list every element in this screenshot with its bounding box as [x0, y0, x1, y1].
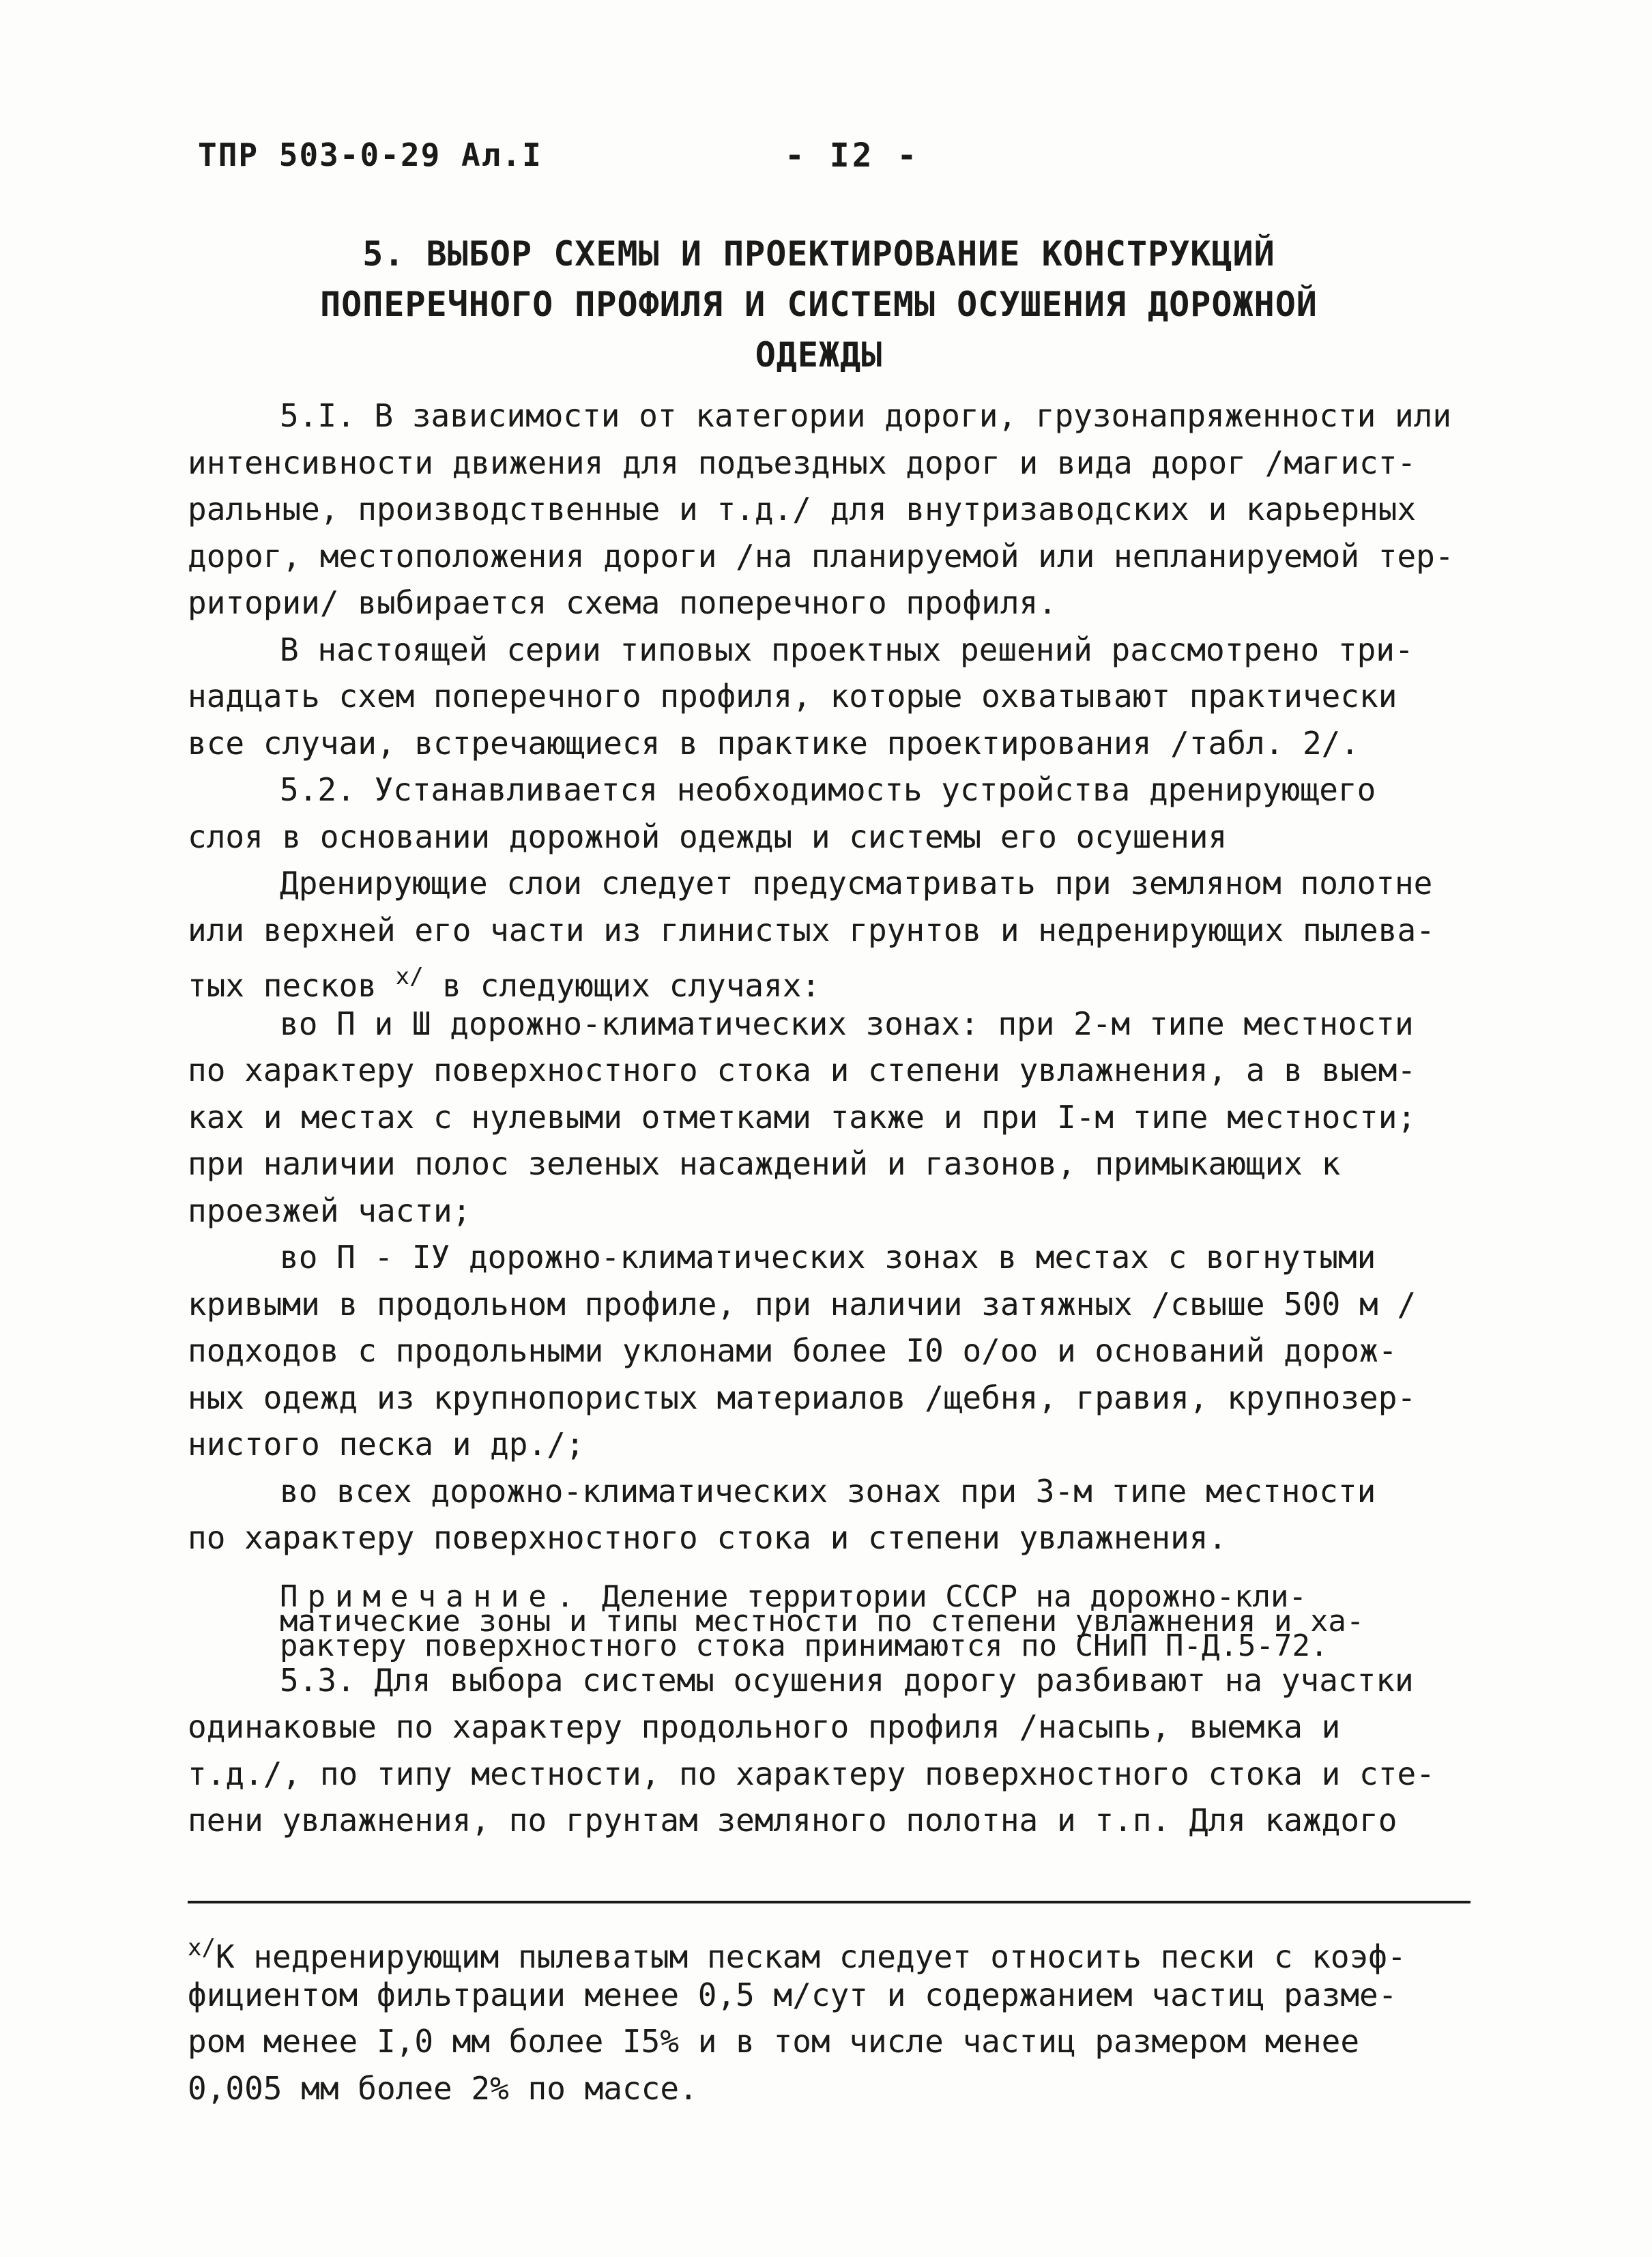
footnote-mark: х/	[188, 1934, 216, 1961]
footnote-reference-mark: х/	[395, 963, 424, 990]
paragraph-text: в следующих случаях:	[423, 967, 821, 1004]
paragraph-line: В настоящей серии типовых проектных решений рассмотрено три-	[280, 631, 1414, 668]
footnote-line: 0,005 мм более 2% по массе.	[188, 2069, 698, 2107]
page-header	[198, 136, 1494, 191]
paragraph-line: кривыми в продольном профиле, при наличии затяжных /свыше 500 м /	[188, 1285, 1417, 1323]
note-block	[188, 1574, 1470, 1663]
paragraph-line: все случаи, встречающиеся в практике проектирования /табл. 2/.	[188, 724, 1360, 762]
paragraph-line: пени увлажнения, по грунтам земляного полотна и т.п. Для каждого	[188, 1802, 1397, 1839]
paragraph-line: по характеру поверхностного стока и степени увлажнения.	[188, 1519, 1228, 1556]
paragraph-line: проезжей части;	[188, 1192, 472, 1229]
paragraph-line: интенсивности движения для подъездных дорог и вида дорог /магист-	[188, 444, 1417, 481]
paragraph-line: нистого песка и др./;	[188, 1426, 585, 1463]
paragraph-line	[188, 953, 1470, 1004]
note-line	[188, 1574, 1470, 1614]
paragraph-line: 5.2. Устанавливается необходимость устройства дренирующего	[280, 771, 1376, 808]
paragraph-line: дорог, местоположения дороги /на планируемой или непланируемой тер-	[188, 537, 1454, 575]
document-code: ТПР 503-0-29 Ал.I	[198, 136, 542, 173]
paragraph-line: во всех дорожно-климатических зонах при 3-м типе местности	[280, 1472, 1376, 1510]
paragraph-line: 5.I. В зависимости от категории дороги, грузонапряженности или	[280, 397, 1452, 434]
paragraph-line: одинаковые по характеру продольного профиля /насыпь, выемка и	[188, 1708, 1341, 1745]
title-line: 5. ВЫБОР СХЕМЫ И ПРОЕКТИРОВАНИЕ КОНСТРУКЦИЙ	[362, 234, 1275, 274]
paragraph-line: или верхней его части из глинистых грунтов и недренирующих пылева-	[188, 911, 1435, 949]
paragraph-line: ритории/ выбирается схема поперечного профиля.	[188, 584, 1057, 621]
paragraph-line: ных одежд из крупнопористых материалов /щебня, гравия, крупнозер-	[188, 1379, 1417, 1416]
note-text: Деление территории СССР на дорожно-кли-	[583, 1579, 1307, 1614]
page-number: - I2 -	[785, 136, 920, 175]
paragraph-line: 5.3. Для выбора системы осушения дорогу разбивают на участки	[280, 1661, 1414, 1699]
note-line: матические зоны и типы местности по степени увлажнения и ха-	[280, 1603, 1365, 1639]
footnote-separator	[188, 1901, 1470, 1903]
paragraph-line: Дренирующие слои следует предусматривать при земляном полотне	[280, 865, 1433, 902]
paragraph-line: по характеру поверхностного стока и степени увлажнения, а в выем-	[188, 1052, 1417, 1089]
note-label: Примечание.	[280, 1579, 584, 1614]
footnote-line	[188, 1925, 1470, 1975]
footnote	[188, 1925, 1470, 2112]
footnote-text: К недренирующим пылеватым пескам следует относить пески с коэф-	[215, 1938, 1406, 1975]
paragraph-line: подходов с продольными уклонами более I0 о/оо и оснований дорож-	[188, 1332, 1397, 1369]
body-text	[188, 392, 1470, 1844]
paragraph-line: при наличии полос зеленых насаждений и газонов, примыкающих к	[188, 1145, 1341, 1182]
paragraph-line: во П и Ш дорожно-климатических зонах: при 2-м типе местности	[280, 1005, 1414, 1042]
footnote-line: фициентом фильтрации менее 0,5 м/сут и содержанием частиц разме-	[188, 1976, 1397, 2013]
paragraph-line: слоя в основании дорожной одежды и системы его осушения	[188, 818, 1228, 855]
note-line: рактеру поверхностного стока принимаются по СНиП П-Д.5-72.	[280, 1628, 1329, 1663]
paragraph-line: т.д./, по типу местности, по характеру поверхностного стока и сте-	[188, 1755, 1435, 1792]
title-line: ПОПЕРЕЧНОГО ПРОФИЛЯ И СИСТЕМЫ ОСУШЕНИЯ ДОРОЖНОЙ	[320, 285, 1318, 324]
paragraph-line: надцать схем поперечного профиля, которые охватывают практически	[188, 678, 1397, 715]
title-line: ОДЕЖДЫ	[755, 335, 883, 375]
paragraph-text: тых песков	[188, 967, 396, 1004]
paragraph-line: ках и местах с нулевыми отметками также и при I-м типе местности;	[188, 1098, 1417, 1136]
paragraph-line: во П - IУ дорожно-климатических зонах в местах с вогнутыми	[280, 1239, 1376, 1276]
footnote-line: ром менее I,0 мм более I5% и в том числе частиц размером менее	[188, 2023, 1360, 2060]
paragraph-line: ральные, производственные и т.д./ для внутризаводских и карьерных	[188, 491, 1417, 528]
section-title	[205, 229, 1433, 380]
